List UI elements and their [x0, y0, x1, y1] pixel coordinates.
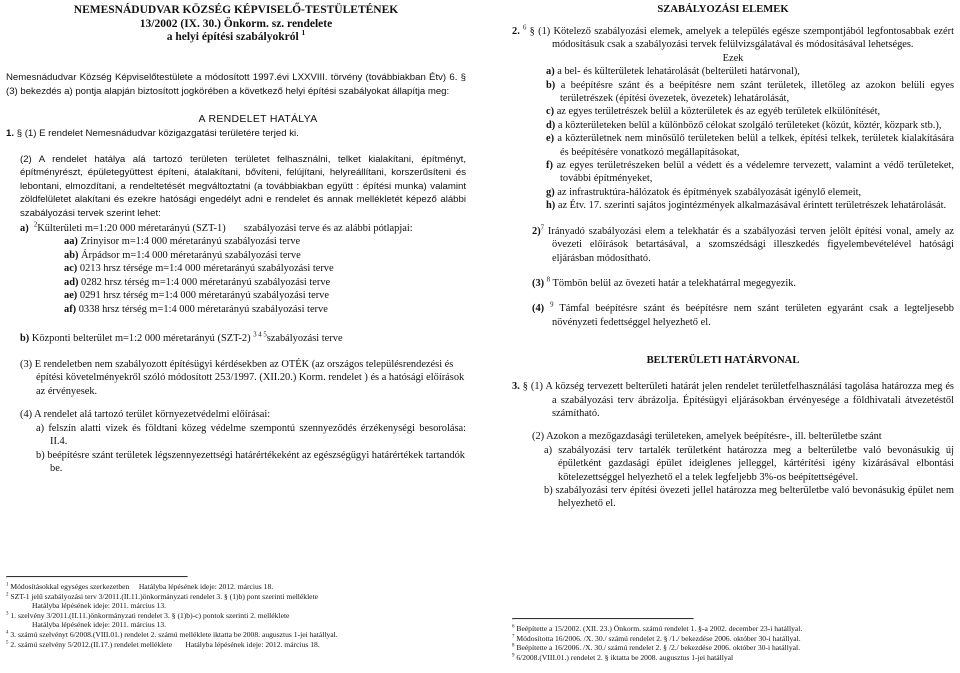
- footnote-continued: Hatályba lépésének ideje: 2011. március 13.: [32, 620, 167, 630]
- footnote: $^3$ 1. szelvény 3/2011.(II.11.)önkormányzati rendelet 3. § (1)b)-c) pontok szerinti 2. melléklete: [6, 610, 290, 620]
- paragraph-3-2a: a) szabályozási terv tartalék területként határozza meg a belterületbe való bevonásukig új épületként gazdasági épület ideiglenes jelleggel, kártérítési igény kizárásával elbontási kötelezettséggel helyezhető el a telek legfeljebb 3%-os beépítettségével.: [544, 444, 954, 483]
- sub-list: [6, 235, 466, 316]
- ezek-label: Ezek: [722, 52, 744, 64]
- section-heading: BELTERÜLETI HATÁRVONAL: [646, 355, 800, 367]
- footnote: $^8$ Beépítette a 16/2006. /X. 30./ számú rendelet 2. § /2./ bekezdése 2006. október 30-i hatállyal.: [512, 643, 801, 653]
- paragraph-1: 1. § (1) E rendelet Nemesnádudvar közigazgatási területére terjed ki.: [6, 127, 299, 139]
- paragraph-4: (4) A rendelet alá tartozó terület környezetvédelmi előírásai:: [20, 409, 271, 421]
- list-item: f) az egyes területrészeken belül a védett és a védelemre tervezett, valamint a védő területeket, további építményeket,: [546, 160, 954, 185]
- right-column: [486, 0, 960, 673]
- footnotes-right: [512, 618, 952, 662]
- list-item: g) az infrastruktúra-hálózatok és építmények szabályozását igénylő elemeit,: [546, 186, 862, 198]
- section-heading: A RENDELET HATÁLYA: [198, 112, 318, 125]
- list-item: ae) 0291 hrsz térség m=1:4 000 méretarányú szabályozási terve: [64, 290, 329, 302]
- footnote-continued: Hatályba lépésének ideje: 2011. március 13.: [32, 601, 167, 611]
- footnote-ref[interactable]: 1: [301, 28, 306, 38]
- list-item: e) a közterületnek nem minősülő területeken belül a telkek, építési telkek, területek kialakítására és beépítésére vonatkozó megállapításokat,: [546, 133, 954, 158]
- footnote: $^1$ Módosításokkal egységes szerkezetben Hatályba lépésének ideje: 2012. március 18.: [6, 582, 274, 591]
- section-heading: SZABÁLYOZÁSI ELEMEK: [657, 4, 789, 15]
- list-item: ac) 0213 hrsz térsége m=1:4 000 méretarányú szabályozási terve: [64, 263, 334, 275]
- paragraph-2-1: 2. $^6$ § (1) Kötelező szabályozási elemek, amelyek a település egésze szempontjából legfontosabbak ezért módosításuk csak a szabályozási tervek felülvizsgálatával és módosításával lehetséges.: [512, 24, 954, 51]
- footnote: $^7$ Módosította 16/2006. /X. 30./ számú rendelet 2. § /1./ bekezdése 2006. október 30-i hatállyal.: [512, 633, 801, 643]
- paragraph-2-2: 2)$^7$ Irányadó szabályozási elem a telekhatár és a szabályozási terven jelölt építési vonal, amely az övezeti előírások betartásával, a szomszédsági illeszkedés figyelembevételével hatósági eljárásban módosítható.: [532, 224, 954, 264]
- list-item: af) 0338 hrsz térség m=1:4 000 méretarányú szabályozási terve: [64, 303, 328, 315]
- paragraph-4a: a) felszín alatti vizek és földtani közeg védelme szempontú szennyeződés érzékenységi besorolása: II.4.: [36, 422, 466, 448]
- list-item-a: a) $^2$Külterületi m=1:20 000 méretarányú (SZT-1) szabályozási terve és az alábbi pótlapjai:: [20, 221, 413, 234]
- list-item: aa) Zrinyisor m=1:4 000 méretarányú szabályozási terve: [64, 236, 301, 248]
- paragraph-3: (3) E rendeletben nem szabályozott építésügyi kérdésekben az OTÉK (az országos településrendezési és építési követelményekről szóló módosított 253/1997. (XII.20.) Korm. rendelet ) és a hatósági előírások az érvényesek.: [20, 358, 465, 397]
- list-item-b: b) Központi belterület m=1:2 000 méretarányú (SZT-2) $^{3 4 5}$szabályozási terve: [20, 331, 343, 345]
- list-item: ab) Árpádsor m=1:4 000 méretarányú szabályozási terve: [64, 249, 301, 261]
- footnote: $^5$ 2. számú szelvény 5/2012.(II.17.) rendelet melléklete Hatályba lépésének ideje: 2012. március 18.: [6, 639, 320, 649]
- paragraph-4b: b) beépítésre szánt területek légszennyezettségi határértékeként az egészségügyi határértékek tartandók be.: [36, 449, 465, 475]
- footnote-divider: [6, 576, 188, 578]
- paragraph-3-1: 3. § (1) A község tervezett belterületi határát jelen rendelet területfelhasználási tagolása határozza meg és a szabályozási terv ábrázolja. Építésügyi eljárásokban érvényesége a földhivatali átvezetéstől számítható.: [512, 381, 954, 419]
- footnote: $^9$ 6/2008.(VIII.01.) rendelet 2. § iktatta be 2008. augusztus 1-jei hatállyal: [512, 652, 734, 662]
- intro-paragraph: Nemesnádudvar Község Képviselőtestülete a módosított 1997.évi LXXVIII. törvény (továbbiakban Étv) 6. § (3) bekezdés a) pontja alapján biztosított jogkörében a következő helyi építési szabályokat állapítja meg:: [6, 71, 466, 97]
- title-line: 13/2002 (IX. 30.) Önkorm. sz. rendelete: [139, 17, 333, 30]
- list-item: h) az Étv. 17. szerinti sajátos jogintézmények alkalmazásával érintett területrészek lehatárolását.: [546, 200, 947, 212]
- left-column: [0, 0, 476, 673]
- title-line: a helyi építési szabályokról $^1$: [166, 28, 306, 43]
- element-list: [512, 65, 954, 212]
- document-title: [6, 4, 466, 45]
- list-item: a) a bel- és külterületek lehatárolását (belterületi határvonal),: [546, 66, 800, 78]
- list-item: c) az egyes területrészek belül a közterületek és az egyéb területek elkülönítését,: [546, 106, 881, 118]
- footnote-divider: [512, 618, 694, 620]
- paragraph-3-2b: b) szabályozási terv építési övezeti jellel határozza meg belterületbe való bevonásukig épület nem helyezhető el.: [544, 484, 954, 510]
- footnote: $^4$ 3. számú szelvényt 6/2008.(VIII.01.) rendelet 2. számú melléklete iktatta be 2008. augusztus 1-jei hatállyal.: [6, 629, 338, 639]
- footnote: $^2$ SZT-1 jelű szabályozási terv 3/2011.(II.11.)önkormányzati rendelet 3. § (1)b) pont szerinti melléklete: [6, 591, 319, 601]
- paragraph-3-2: (2) Azokon a mezőgazdasági területeken, amelyek beépítésre-, ill. belterületbe szánt: [532, 431, 882, 443]
- paragraph-2-3: (3) $^8$ Tömbön belül az övezeti határ a telekhatárral megegyezik.: [532, 276, 797, 289]
- paragraph-2-4: (4) $^9$ Támfal beépítésre szánt és beépítésre nem szánt területen egyaránt csak a legteljesebb növényzeti fedettséggel helyezhető el.: [532, 301, 954, 328]
- list-item: b) a beépítésre szánt és a beépítésre nem szánt területek, illetőleg az azokon belüli egyes területrészek (építési övezetek, övezetek) lehatárolását,: [546, 79, 954, 105]
- title-line: NEMESNÁDUDVAR KÖZSÉG KÉPVISELŐ-TESTÜLETÉNEK: [73, 4, 399, 16]
- paragraph-2: (2) A rendelet hatálya alá tartozó területen területet felhasználni, telket kialakítani, építményt, építményrészt, épületegyüttest építeni, átalakítani, bővíteni, felújítani, helyreállítani, korszerűsíteni és lebontani, elmozdítani, a rendeltetését megváltoztatni (a továbbiakban együtt : építési munka) valamint zöldfelületet alakítani és ezekre hatósági engedélyt adni e rendelet és annak mellékletét képező alábbi szabályozási tervek szerint lehet:: [20, 153, 466, 219]
- footnote: $^6$ Beépítette a 15/2002. (XII. 23.) Önkorm. számú rendelet 1. §-a 2002. december 23-i hatállyal.: [512, 624, 803, 633]
- footnotes-left: [6, 576, 466, 649]
- list-item: ad) 0282 hrsz térség m=1:4 000 méretarányú szabályozási terve: [64, 276, 331, 288]
- list-item: d) a közterületeken belül a különböző célokat szolgáló területeket (közút, köztér, közpark stb.),: [546, 119, 942, 131]
